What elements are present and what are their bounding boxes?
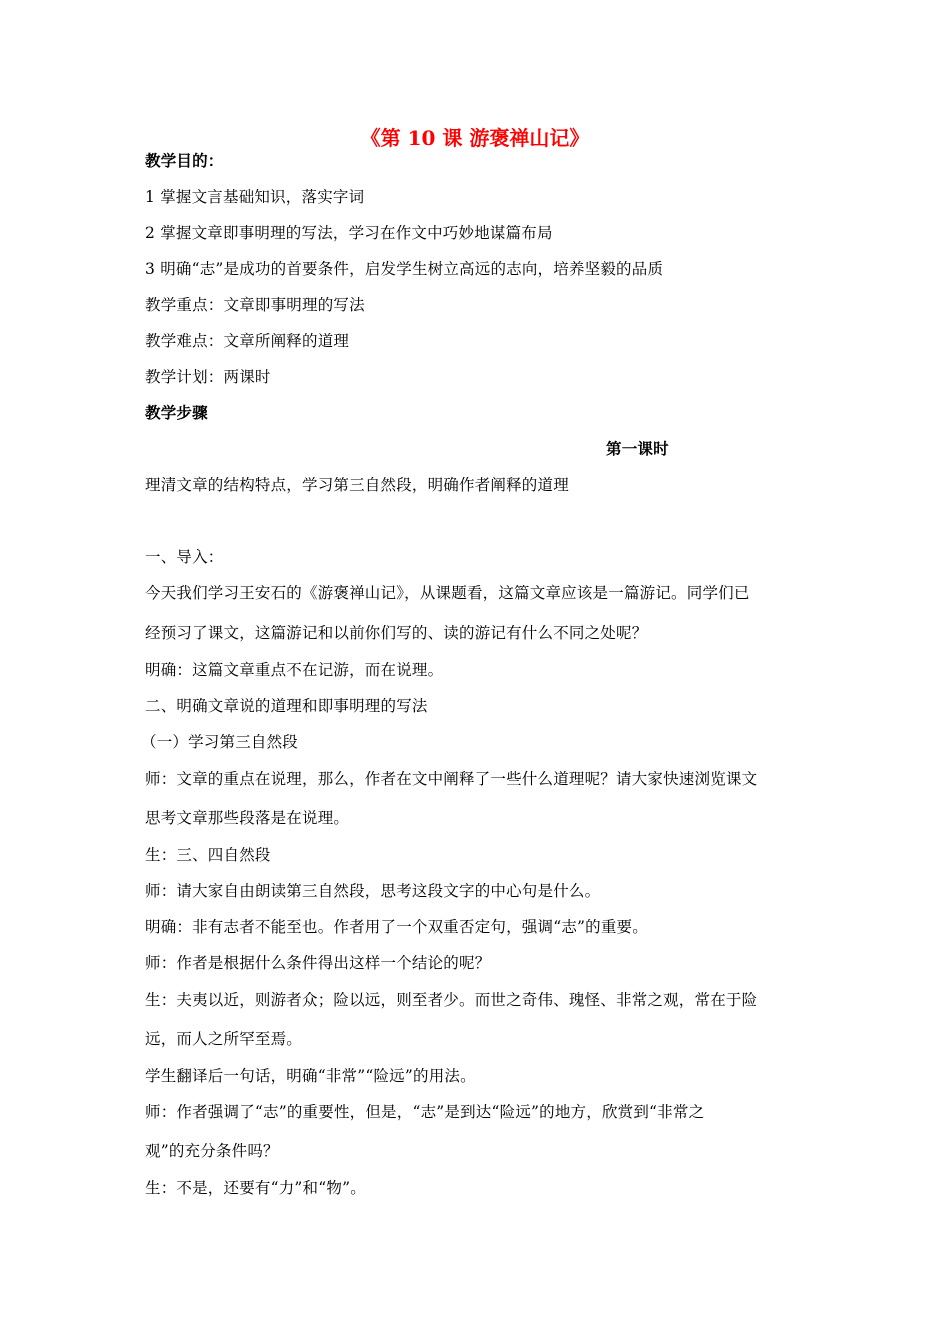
body-line: 生：不是，还要有“力”和“物”。 — [145, 1179, 366, 1197]
body-line: 二、明确文章说的道理和即事明理的写法 — [145, 697, 428, 715]
body-line: 师：请大家自由朗读第三自然段，思考这段文字的中心句是什么。 — [145, 882, 601, 900]
body-line: 学生翻译后一句话，明确“非常”“险远”的用法。 — [145, 1067, 476, 1085]
body-line: 远，而人之所罕至焉。 — [145, 1030, 303, 1048]
plan: 教学计划：两课时 — [145, 368, 271, 386]
body-line: 明确：非有志者不能至也。作者用了一个双重否定句，强调“志”的重要。 — [145, 918, 648, 936]
body-line: 明确：这篇文章重点不在记游，而在说理。 — [145, 661, 444, 679]
body-line: 思考文章那些段落是在说理。 — [145, 809, 350, 827]
objective-2: 2 掌握文章即事明理的写法，学习在作文中巧妙地谋篇布局 — [145, 224, 553, 242]
body-line: 师：作者是根据什么条件得出这样一个结论的呢？ — [145, 954, 491, 972]
body-line: 观”的充分条件吗？ — [145, 1142, 279, 1160]
body-line: 生：三、四自然段 — [145, 846, 271, 864]
document-title: 《第 10 课 游褒禅山记》 — [360, 126, 590, 150]
body-line: 师：作者强调了“志”的重要性，但是，“志”是到达“险远”的地方，欣赏到“非常之 — [145, 1103, 705, 1121]
difficulty: 教学难点：文章所阐释的道理 — [145, 332, 350, 350]
objectives-heading: 教学目的： — [145, 151, 224, 170]
objective-1: 1 掌握文言基础知识，落实字词 — [145, 188, 365, 206]
objective-3: 3 明确“志”是成功的首要条件，启发学生树立高远的志向，培养坚毅的品质 — [145, 260, 664, 278]
body-line: 一、导入： — [145, 548, 224, 566]
body-line: 师：文章的重点在说理，那么，作者在文中阐释了一些什么道理呢？请大家快速浏览课文 — [145, 770, 758, 788]
key-point: 教学重点：文章即事明理的写法 — [145, 296, 365, 314]
steps-heading: 教学步骤 — [145, 403, 208, 422]
lesson-heading: 第一课时 — [606, 439, 669, 458]
lesson-goal: 理清文章的结构特点，学习第三自然段，明确作者阐释的道理 — [145, 476, 569, 494]
body-line: （一）学习第三自然段 — [141, 733, 299, 751]
body-line: 生：夫夷以近，则游者众；险以远，则至者少。而世之奇伟、瑰怪、非常之观，常在于险 — [145, 991, 758, 1009]
body-line: 经预习了课文，这篇游记和以前你们写的、读的游记有什么不同之处呢？ — [145, 624, 648, 642]
body-line: 今天我们学习王安石的《游褒禅山记》，从课题看，这篇文章应该是一篇游记。同学们已 — [145, 584, 750, 602]
